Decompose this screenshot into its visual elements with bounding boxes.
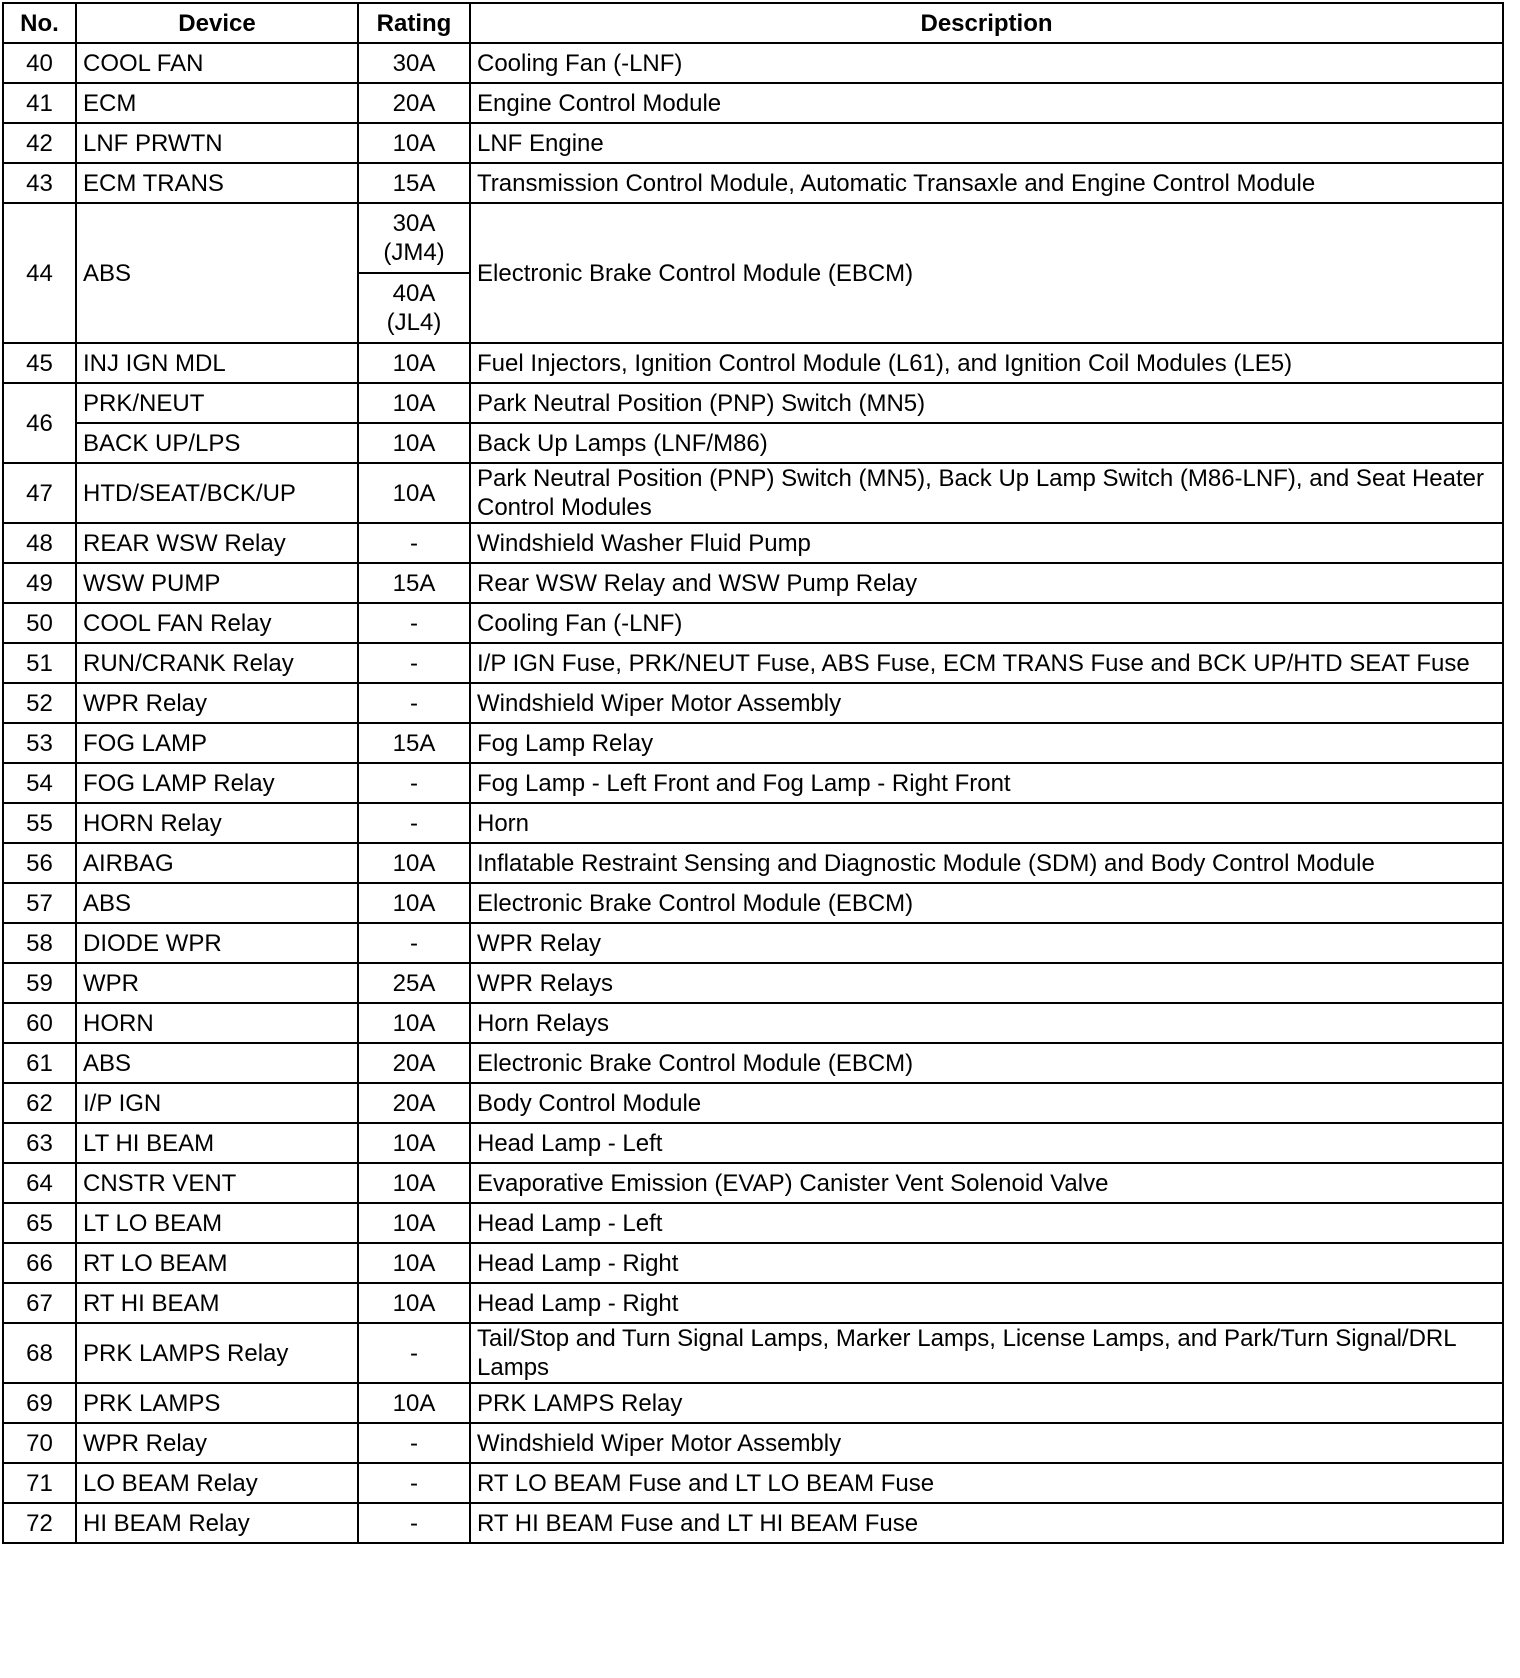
cell-rating: 30A xyxy=(358,43,470,83)
table-row xyxy=(3,643,1503,683)
cell-description: Head Lamp - Left xyxy=(470,1123,1503,1163)
cell-device: PRK LAMPS xyxy=(76,1383,358,1423)
table-row xyxy=(3,1503,1503,1543)
cell-rating: 15A xyxy=(358,723,470,763)
rating-option: (JL4) xyxy=(386,309,442,336)
cell-description: Head Lamp - Right xyxy=(470,1283,1503,1323)
cell-no: 55 xyxy=(3,803,76,843)
cell-no: 46 xyxy=(3,383,76,463)
cell-description: Head Lamp - Right xyxy=(470,1243,1503,1283)
cell-device: WPR Relay xyxy=(76,683,358,723)
cell-description: Park Neutral Position (PNP) Switch (MN5), Back Up Lamp Switch (M86-LNF), and Seat Heater Control Modules xyxy=(470,463,1503,523)
cell-device: COOL FAN xyxy=(76,43,358,83)
cell-description: Horn Relays xyxy=(470,1003,1503,1043)
cell-rating: 10A xyxy=(358,843,470,883)
table-row xyxy=(3,463,1503,523)
cell-description: PRK LAMPS Relay xyxy=(470,1383,1503,1423)
fuse-table-container xyxy=(2,2,1504,1544)
cell-no: 60 xyxy=(3,1003,76,1043)
cell-no: 67 xyxy=(3,1283,76,1323)
cell-no: 53 xyxy=(3,723,76,763)
cell-device: HI BEAM Relay xyxy=(76,1503,358,1543)
table-row-sub xyxy=(3,423,1503,463)
cell-description: Electronic Brake Control Module (EBCM) xyxy=(470,1043,1503,1083)
cell-device: RUN/CRANK Relay xyxy=(76,643,358,683)
table-row xyxy=(3,1043,1503,1083)
table-row xyxy=(3,1423,1503,1463)
cell-description: Windshield Wiper Motor Assembly xyxy=(470,1423,1503,1463)
cell-device: LO BEAM Relay xyxy=(76,1463,358,1503)
cell-device: LT HI BEAM xyxy=(76,1123,358,1163)
table-row xyxy=(3,1463,1503,1503)
cell-description: Back Up Lamps (LNF/M86) xyxy=(470,423,1503,463)
cell-rating: - xyxy=(358,643,470,683)
cell-no: 47 xyxy=(3,463,76,523)
rating-value: 30A xyxy=(392,210,436,237)
cell-rating-jl4 xyxy=(358,273,470,343)
table-row xyxy=(3,1203,1503,1243)
cell-rating: 10A xyxy=(358,1003,470,1043)
cell-rating: - xyxy=(358,1463,470,1503)
cell-rating: - xyxy=(358,523,470,563)
cell-device: WPR xyxy=(76,963,358,1003)
cell-device: WSW PUMP xyxy=(76,563,358,603)
table-row xyxy=(3,163,1503,203)
cell-no: 49 xyxy=(3,563,76,603)
cell-device: COOL FAN Relay xyxy=(76,603,358,643)
cell-no: 51 xyxy=(3,643,76,683)
cell-no: 72 xyxy=(3,1503,76,1543)
cell-rating: 15A xyxy=(358,163,470,203)
cell-no: 41 xyxy=(3,83,76,123)
cell-no: 59 xyxy=(3,963,76,1003)
header-rating: Rating xyxy=(358,3,470,43)
cell-no: 48 xyxy=(3,523,76,563)
cell-device: HTD/SEAT/BCK/UP xyxy=(76,463,358,523)
cell-device: AIRBAG xyxy=(76,843,358,883)
table-row xyxy=(3,803,1503,843)
cell-no: 69 xyxy=(3,1383,76,1423)
table-row xyxy=(3,83,1503,123)
cell-description: Windshield Washer Fluid Pump xyxy=(470,523,1503,563)
cell-no: 54 xyxy=(3,763,76,803)
cell-no: 65 xyxy=(3,1203,76,1243)
table-row xyxy=(3,763,1503,803)
cell-rating: - xyxy=(358,1423,470,1463)
cell-device: ABS xyxy=(76,1043,358,1083)
cell-rating: 10A xyxy=(358,383,470,423)
header-device: Device xyxy=(76,3,358,43)
table-row xyxy=(3,203,1503,273)
cell-device: HORN Relay xyxy=(76,803,358,843)
cell-description: Fog Lamp Relay xyxy=(470,723,1503,763)
cell-description: Fuel Injectors, Ignition Control Module (L61), and Ignition Coil Modules (LE5) xyxy=(470,343,1503,383)
cell-no: 58 xyxy=(3,923,76,963)
cell-description: RT LO BEAM Fuse and LT LO BEAM Fuse xyxy=(470,1463,1503,1503)
table-row xyxy=(3,683,1503,723)
cell-device: WPR Relay xyxy=(76,1423,358,1463)
cell-rating: 10A xyxy=(358,1163,470,1203)
cell-rating: 10A xyxy=(358,343,470,383)
table-row xyxy=(3,1323,1503,1383)
cell-description: Engine Control Module xyxy=(470,83,1503,123)
cell-rating: 10A xyxy=(358,123,470,163)
cell-description: Park Neutral Position (PNP) Switch (MN5) xyxy=(470,383,1503,423)
cell-device: DIODE WPR xyxy=(76,923,358,963)
cell-rating: - xyxy=(358,923,470,963)
table-row xyxy=(3,883,1503,923)
header-description: Description xyxy=(470,3,1503,43)
cell-no: 61 xyxy=(3,1043,76,1083)
cell-description: LNF Engine xyxy=(470,123,1503,163)
cell-description: Horn xyxy=(470,803,1503,843)
cell-rating: - xyxy=(358,683,470,723)
cell-description: Cooling Fan (-LNF) xyxy=(470,43,1503,83)
cell-no: 43 xyxy=(3,163,76,203)
table-row xyxy=(3,383,1503,423)
table-row xyxy=(3,1243,1503,1283)
cell-rating: 10A xyxy=(358,1123,470,1163)
cell-device: ECM TRANS xyxy=(76,163,358,203)
cell-no: 62 xyxy=(3,1083,76,1123)
cell-description: I/P IGN Fuse, PRK/NEUT Fuse, ABS Fuse, ECM TRANS Fuse and BCK UP/HTD SEAT Fuse xyxy=(470,643,1503,683)
cell-device: INJ IGN MDL xyxy=(76,343,358,383)
table-row xyxy=(3,1283,1503,1323)
cell-no: 40 xyxy=(3,43,76,83)
cell-rating: 10A xyxy=(358,1383,470,1423)
cell-device: I/P IGN xyxy=(76,1083,358,1123)
cell-description: Electronic Brake Control Module (EBCM) xyxy=(470,883,1503,923)
cell-description: Head Lamp - Left xyxy=(470,1203,1503,1243)
cell-rating: - xyxy=(358,603,470,643)
table-row xyxy=(3,523,1503,563)
cell-rating: 10A xyxy=(358,883,470,923)
table-row xyxy=(3,1163,1503,1203)
cell-description: RT HI BEAM Fuse and LT HI BEAM Fuse xyxy=(470,1503,1503,1543)
cell-rating: 10A xyxy=(358,1243,470,1283)
cell-rating: 10A xyxy=(358,423,470,463)
cell-rating: 20A xyxy=(358,83,470,123)
cell-description: Tail/Stop and Turn Signal Lamps, Marker Lamps, License Lamps, and Park/Turn Signal/DRL Lamps xyxy=(470,1323,1503,1383)
rating-value: 40A xyxy=(392,280,436,307)
table-row xyxy=(3,963,1503,1003)
cell-description: Windshield Wiper Motor Assembly xyxy=(470,683,1503,723)
cell-no: 44 xyxy=(3,203,76,343)
cell-device: ABS xyxy=(76,883,358,923)
table-row xyxy=(3,923,1503,963)
cell-device: RT HI BEAM xyxy=(76,1283,358,1323)
cell-no: 45 xyxy=(3,343,76,383)
cell-rating: - xyxy=(358,763,470,803)
cell-no: 68 xyxy=(3,1323,76,1383)
table-row xyxy=(3,1083,1503,1123)
cell-device: ABS xyxy=(76,203,358,343)
cell-no: 63 xyxy=(3,1123,76,1163)
cell-device: PRK LAMPS Relay xyxy=(76,1323,358,1383)
table-row xyxy=(3,123,1503,163)
cell-device: PRK/NEUT xyxy=(76,383,358,423)
cell-device: LT LO BEAM xyxy=(76,1203,358,1243)
cell-rating: - xyxy=(358,1503,470,1543)
cell-no: 70 xyxy=(3,1423,76,1463)
cell-rating: 10A xyxy=(358,1203,470,1243)
rating-option: (JM4) xyxy=(383,239,445,266)
cell-rating: - xyxy=(358,803,470,843)
cell-description: Fog Lamp - Left Front and Fog Lamp - Right Front xyxy=(470,763,1503,803)
cell-device: CNSTR VENT xyxy=(76,1163,358,1203)
cell-rating: 10A xyxy=(358,1283,470,1323)
cell-rating-jm4 xyxy=(358,203,470,273)
table-row xyxy=(3,843,1503,883)
cell-no: 56 xyxy=(3,843,76,883)
cell-rating: 20A xyxy=(358,1043,470,1083)
cell-rating: 10A xyxy=(358,463,470,523)
cell-rating: 20A xyxy=(358,1083,470,1123)
cell-device: LNF PRWTN xyxy=(76,123,358,163)
cell-no: 42 xyxy=(3,123,76,163)
fuse-table xyxy=(2,2,1504,1544)
cell-device: FOG LAMP Relay xyxy=(76,763,358,803)
cell-device: FOG LAMP xyxy=(76,723,358,763)
cell-rating: - xyxy=(358,1323,470,1383)
table-row xyxy=(3,1383,1503,1423)
cell-rating: 25A xyxy=(358,963,470,1003)
cell-description: Transmission Control Module, Automatic Transaxle and Engine Control Module xyxy=(470,163,1503,203)
cell-description: Rear WSW Relay and WSW Pump Relay xyxy=(470,563,1503,603)
cell-rating: 15A xyxy=(358,563,470,603)
table-row xyxy=(3,603,1503,643)
table-row xyxy=(3,43,1503,83)
table-row xyxy=(3,723,1503,763)
table-header-row xyxy=(3,3,1503,43)
table-row xyxy=(3,563,1503,603)
cell-no: 64 xyxy=(3,1163,76,1203)
cell-no: 57 xyxy=(3,883,76,923)
cell-description: WPR Relays xyxy=(470,963,1503,1003)
cell-description: Inflatable Restraint Sensing and Diagnostic Module (SDM) and Body Control Module xyxy=(470,843,1503,883)
cell-description: Body Control Module xyxy=(470,1083,1503,1123)
cell-description: Evaporative Emission (EVAP) Canister Vent Solenoid Valve xyxy=(470,1163,1503,1203)
cell-description: Electronic Brake Control Module (EBCM) xyxy=(470,203,1503,343)
cell-device: RT LO BEAM xyxy=(76,1243,358,1283)
cell-description: Cooling Fan (-LNF) xyxy=(470,603,1503,643)
cell-device: HORN xyxy=(76,1003,358,1043)
table-row xyxy=(3,1123,1503,1163)
table-row xyxy=(3,1003,1503,1043)
cell-no: 50 xyxy=(3,603,76,643)
cell-no: 71 xyxy=(3,1463,76,1503)
cell-device: REAR WSW Relay xyxy=(76,523,358,563)
cell-device: ECM xyxy=(76,83,358,123)
cell-device: BACK UP/LPS xyxy=(76,423,358,463)
cell-no: 66 xyxy=(3,1243,76,1283)
header-no: No. xyxy=(3,3,76,43)
cell-no: 52 xyxy=(3,683,76,723)
table-row xyxy=(3,343,1503,383)
cell-description: WPR Relay xyxy=(470,923,1503,963)
